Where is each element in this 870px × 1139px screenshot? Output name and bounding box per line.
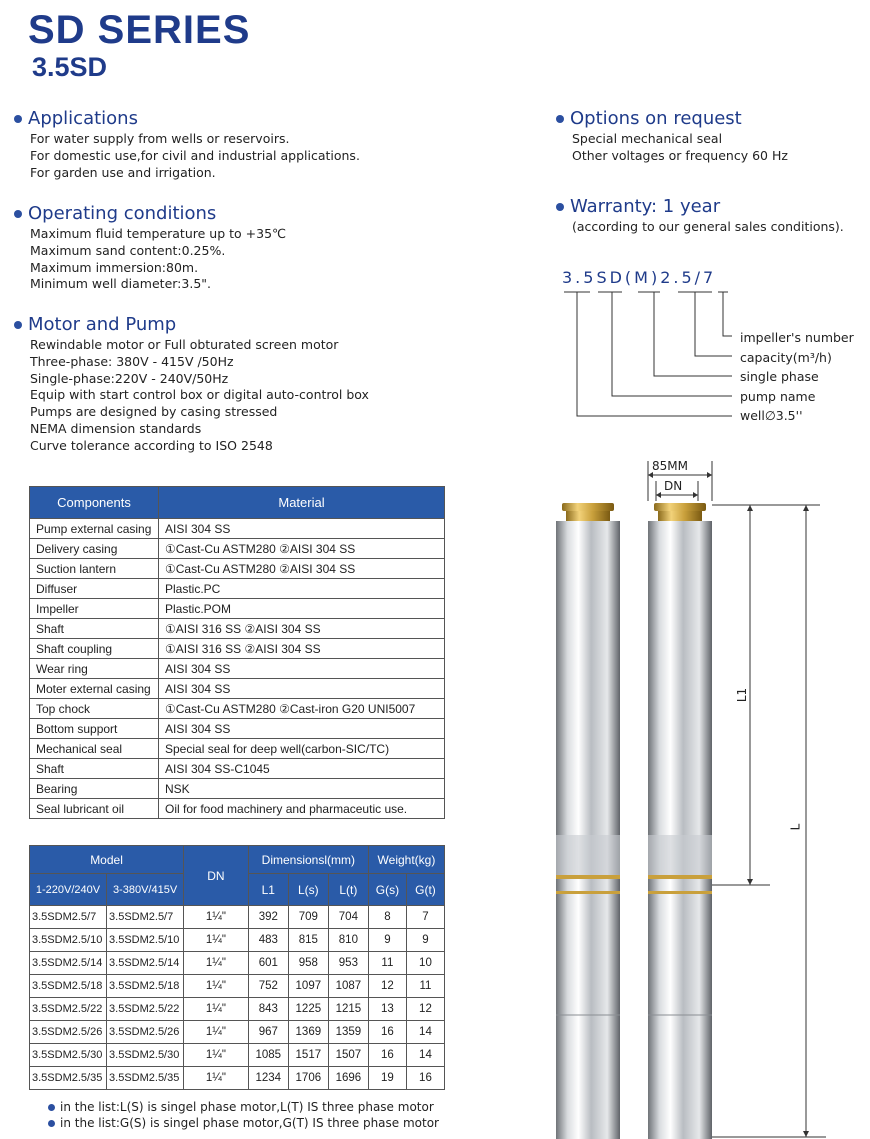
materials-cell-material: AISI 304 SS	[159, 719, 445, 739]
dimensions-cell-gt: 16	[406, 1067, 444, 1090]
options-line: Other voltages or frequency 60 Hz	[572, 147, 788, 163]
dimensions-cell-lt: 810	[328, 929, 368, 952]
materials-row	[30, 519, 445, 539]
options-list	[572, 131, 788, 165]
dimensions-table	[29, 845, 445, 1090]
materials-cell-material: NSK	[159, 779, 445, 799]
dimensions-cell-gs: 12	[368, 975, 406, 998]
materials-cell-component: Bottom support	[30, 719, 159, 739]
dimensions-cell-l1: 392	[248, 906, 288, 929]
operating-line: Minimum well diameter:3.5".	[30, 276, 211, 292]
materials-row	[30, 699, 445, 719]
dimensions-cell-three-model: 3.5SDM2.5/18	[107, 975, 184, 998]
dimensions-cell-single-model: 3.5SDM2.5/10	[30, 929, 107, 952]
operating-line: Maximum sand content:0.25%.	[30, 242, 226, 258]
bullet-icon	[14, 115, 22, 123]
dimensions-cell-gt: 7	[406, 906, 444, 929]
dimensions-cell-ls: 815	[288, 929, 328, 952]
page-title: SD SERIES	[28, 8, 251, 52]
dimensions-cell-single-model: 3.5SDM2.5/14	[30, 952, 107, 975]
materials-cell-material: ①Cast-Cu ASTM280 ②AISI 304 SS	[159, 539, 445, 559]
warranty-heading	[556, 196, 720, 217]
dimensions-cell-l1: 1234	[248, 1067, 288, 1090]
width-dimension-label: 85MM	[652, 459, 688, 473]
warranty-note: (according to our general sales conditions).	[572, 219, 844, 234]
materials-cell-material: Plastic.PC	[159, 579, 445, 599]
dimensions-cell-dn: 1¼"	[184, 952, 249, 975]
dimensions-cell-gs: 16	[368, 1021, 406, 1044]
code-label-pump-name: pump name	[740, 389, 816, 404]
dim-header-gt: G(t)	[406, 874, 444, 906]
dimensions-cell-single-model: 3.5SDM2.5/22	[30, 998, 107, 1021]
materials-row	[30, 679, 445, 699]
dimensions-row	[30, 952, 445, 975]
options-heading	[556, 108, 742, 129]
dimensions-cell-gs: 11	[368, 952, 406, 975]
bullet-icon	[14, 321, 22, 329]
dimensions-cell-ls: 1706	[288, 1067, 328, 1090]
dimensions-cell-single-model: 3.5SDM2.5/26	[30, 1021, 107, 1044]
materials-cell-material: AISI 304 SS	[159, 679, 445, 699]
code-label-well: well∅3.5''	[740, 408, 803, 423]
materials-cell-material: Plastic.POM	[159, 599, 445, 619]
dimensions-cell-three-model: 3.5SDM2.5/10	[107, 929, 184, 952]
dim-header-dimensions: Dimensionsl(mm)	[248, 846, 368, 874]
materials-cell-material: Oil for food machinery and pharmaceutic use.	[159, 799, 445, 819]
operating-heading	[14, 203, 216, 224]
dimensions-cell-three-model: 3.5SDM2.5/35	[107, 1067, 184, 1090]
motor-line: Pumps are designed by casing stressed	[30, 404, 278, 420]
materials-cell-component: Top chock	[30, 699, 159, 719]
materials-cell-component: Diffuser	[30, 579, 159, 599]
materials-row	[30, 599, 445, 619]
footnote-l	[48, 1100, 434, 1114]
applications-line: For domestic use,for civil and industrial applications.	[30, 147, 360, 163]
l-dimension-label: L	[788, 823, 803, 831]
applications-list	[30, 131, 360, 181]
l1-dimension-label: L1	[735, 687, 750, 703]
operating-title: Operating conditions	[28, 203, 217, 224]
dimensions-cell-dn: 1¼"	[184, 1067, 249, 1090]
dimensions-cell-dn: 1¼"	[184, 998, 249, 1021]
materials-row	[30, 539, 445, 559]
dim-header-weight: Weight(kg)	[368, 846, 444, 874]
materials-cell-material: ①AISI 316 SS ②AISI 304 SS	[159, 639, 445, 659]
dimensions-cell-l1: 967	[248, 1021, 288, 1044]
dimensions-cell-lt: 1215	[328, 998, 368, 1021]
dimensions-cell-ls: 1517	[288, 1044, 328, 1067]
dimensions-cell-gt: 12	[406, 998, 444, 1021]
dimensions-cell-l1: 1085	[248, 1044, 288, 1067]
materials-cell-material: ①Cast-Cu ASTM280 ②Cast-iron G20 UNI5007	[159, 699, 445, 719]
dimensions-cell-ls: 1097	[288, 975, 328, 998]
options-title: Options on request	[570, 108, 742, 129]
dimensions-cell-l1: 843	[248, 998, 288, 1021]
pump-drawing	[530, 455, 860, 1139]
materials-cell-material: Special seal for deep well(carbon-SIC/TC)	[159, 739, 445, 759]
dimensions-cell-three-model: 3.5SDM2.5/26	[107, 1021, 184, 1044]
materials-cell-component: Moter external casing	[30, 679, 159, 699]
materials-cell-material: AISI 304 SS-C1045	[159, 759, 445, 779]
footnote-l-text: in the list:L(S) is singel phase motor,L(T) IS three phase motor	[60, 1100, 434, 1114]
materials-row	[30, 619, 445, 639]
dimensions-cell-l1: 483	[248, 929, 288, 952]
materials-cell-component: Suction lantern	[30, 559, 159, 579]
dimensions-cell-dn: 1¼"	[184, 906, 249, 929]
motor-line: NEMA dimension standards	[30, 420, 202, 436]
dim-header-single-phase: 1-220V/240V	[30, 874, 107, 906]
materials-cell-component: Pump external casing	[30, 519, 159, 539]
dimensions-cell-dn: 1¼"	[184, 1044, 249, 1067]
dimensions-row	[30, 929, 445, 952]
pump-left	[556, 503, 620, 1139]
footnote-g-text: in the list:G(S) is singel phase motor,G(T) IS three phase motor	[60, 1116, 439, 1130]
dimensions-cell-lt: 1696	[328, 1067, 368, 1090]
dimensions-cell-gs: 8	[368, 906, 406, 929]
operating-line: Maximum immersion:80m.	[30, 259, 199, 275]
motor-line: Rewindable motor or Full obturated screen motor	[30, 337, 339, 352]
dimensions-cell-lt: 704	[328, 906, 368, 929]
footnote-g	[48, 1116, 439, 1130]
dimensions-cell-single-model: 3.5SDM2.5/7	[30, 906, 107, 929]
dim-header-lt: L(t)	[328, 874, 368, 906]
dimensions-cell-l1: 601	[248, 952, 288, 975]
dimensions-row	[30, 998, 445, 1021]
dimensions-row	[30, 1044, 445, 1067]
materials-row	[30, 659, 445, 679]
dimensions-cell-gt: 10	[406, 952, 444, 975]
dimensions-cell-gs: 16	[368, 1044, 406, 1067]
dim-header-l1: L1	[248, 874, 288, 906]
dim-header-dn: DN	[184, 846, 249, 906]
materials-row	[30, 579, 445, 599]
motor-heading	[14, 314, 176, 335]
dimensions-cell-single-model: 3.5SDM2.5/18	[30, 975, 107, 998]
materials-cell-material: ①AISI 316 SS ②AISI 304 SS	[159, 619, 445, 639]
code-label-phase: single phase	[740, 369, 819, 384]
dimensions-cell-dn: 1¼"	[184, 1021, 249, 1044]
dimensions-cell-dn: 1¼"	[184, 929, 249, 952]
dimensions-cell-lt: 1087	[328, 975, 368, 998]
materials-cell-component: Mechanical seal	[30, 739, 159, 759]
dim-header-ls: L(s)	[288, 874, 328, 906]
dimensions-row	[30, 906, 445, 929]
materials-row	[30, 779, 445, 799]
dimensions-cell-lt: 1507	[328, 1044, 368, 1067]
dimensions-row	[30, 975, 445, 998]
applications-title: Applications	[28, 108, 138, 129]
bullet-icon	[48, 1120, 55, 1127]
model-code: 3.5SD(M)2.5/7	[562, 268, 717, 287]
materials-cell-component: Seal lubricant oil	[30, 799, 159, 819]
dim-header-gs: G(s)	[368, 874, 406, 906]
motor-title: Motor and Pump	[28, 314, 177, 335]
materials-cell-component: Shaft	[30, 619, 159, 639]
materials-cell-material: ①Cast-Cu ASTM280 ②AISI 304 SS	[159, 559, 445, 579]
materials-header-components: Components	[30, 487, 159, 519]
dimensions-cell-l1: 752	[248, 975, 288, 998]
motor-list	[30, 337, 369, 455]
motor-line: Equip with start control box or digital auto-control box	[30, 387, 369, 403]
bullet-icon	[556, 115, 564, 123]
operating-line: Maximum fluid temperature up to +35℃	[30, 226, 287, 241]
pump-right	[648, 503, 712, 1139]
dimensions-cell-single-model: 3.5SDM2.5/35	[30, 1067, 107, 1090]
applications-heading	[14, 108, 138, 129]
materials-row	[30, 799, 445, 819]
materials-cell-component: Wear ring	[30, 659, 159, 679]
warranty-title: Warranty: 1 year	[570, 196, 721, 217]
dimensions-cell-gs: 19	[368, 1067, 406, 1090]
bullet-icon	[556, 203, 564, 211]
dimensions-row	[30, 1021, 445, 1044]
dim-header-model: Model	[30, 846, 184, 874]
motor-line: Curve tolerance according to ISO 2548	[30, 437, 273, 453]
materials-table	[29, 486, 445, 819]
materials-cell-component: Bearing	[30, 779, 159, 799]
materials-row	[30, 559, 445, 579]
dimensions-cell-ls: 1369	[288, 1021, 328, 1044]
dimensions-cell-gs: 13	[368, 998, 406, 1021]
page-subtitle: 3.5SD	[32, 52, 108, 82]
materials-cell-component: Shaft	[30, 759, 159, 779]
materials-row	[30, 759, 445, 779]
dimensions-cell-single-model: 3.5SDM2.5/30	[30, 1044, 107, 1067]
dimensions-cell-ls: 958	[288, 952, 328, 975]
code-label-capacity: capacity(m³/h)	[740, 350, 832, 365]
materials-row	[30, 739, 445, 759]
bullet-icon	[14, 210, 22, 218]
materials-cell-material: AISI 304 SS	[159, 519, 445, 539]
dimensions-cell-gt: 14	[406, 1044, 444, 1067]
applications-line: For water supply from wells or reservoirs.	[30, 131, 290, 146]
dimensions-cell-gt: 9	[406, 929, 444, 952]
bullet-icon	[48, 1104, 55, 1111]
dim-header-three-phase: 3-380V/415V	[107, 874, 184, 906]
motor-line: Single-phase:220V - 240V/50Hz	[30, 370, 229, 386]
motor-line: Three-phase: 380V - 415V /50Hz	[30, 353, 234, 369]
materials-cell-component: Delivery casing	[30, 539, 159, 559]
materials-row	[30, 719, 445, 739]
dimensions-cell-dn: 1¼"	[184, 975, 249, 998]
code-label-impellers: impeller's number	[740, 330, 854, 345]
dimensions-cell-gt: 11	[406, 975, 444, 998]
dimensions-cell-ls: 709	[288, 906, 328, 929]
options-line: Special mechanical seal	[572, 131, 723, 146]
operating-list	[30, 226, 286, 293]
dimensions-row	[30, 1067, 445, 1090]
dimensions-cell-gt: 14	[406, 1021, 444, 1044]
dimensions-cell-three-model: 3.5SDM2.5/30	[107, 1044, 184, 1067]
dimensions-cell-three-model: 3.5SDM2.5/14	[107, 952, 184, 975]
applications-line: For garden use and irrigation.	[30, 164, 216, 180]
materials-row	[30, 639, 445, 659]
materials-cell-component: Shaft coupling	[30, 639, 159, 659]
materials-header-material: Material	[159, 487, 445, 519]
dn-dimension-label: DN	[664, 479, 683, 493]
dimensions-cell-lt: 1359	[328, 1021, 368, 1044]
materials-cell-component: Impeller	[30, 599, 159, 619]
dimensions-cell-three-model: 3.5SDM2.5/7	[107, 906, 184, 929]
dimensions-cell-lt: 953	[328, 952, 368, 975]
materials-cell-material: AISI 304 SS	[159, 659, 445, 679]
dimensions-cell-gs: 9	[368, 929, 406, 952]
dimensions-cell-three-model: 3.5SDM2.5/22	[107, 998, 184, 1021]
dimensions-cell-ls: 1225	[288, 998, 328, 1021]
